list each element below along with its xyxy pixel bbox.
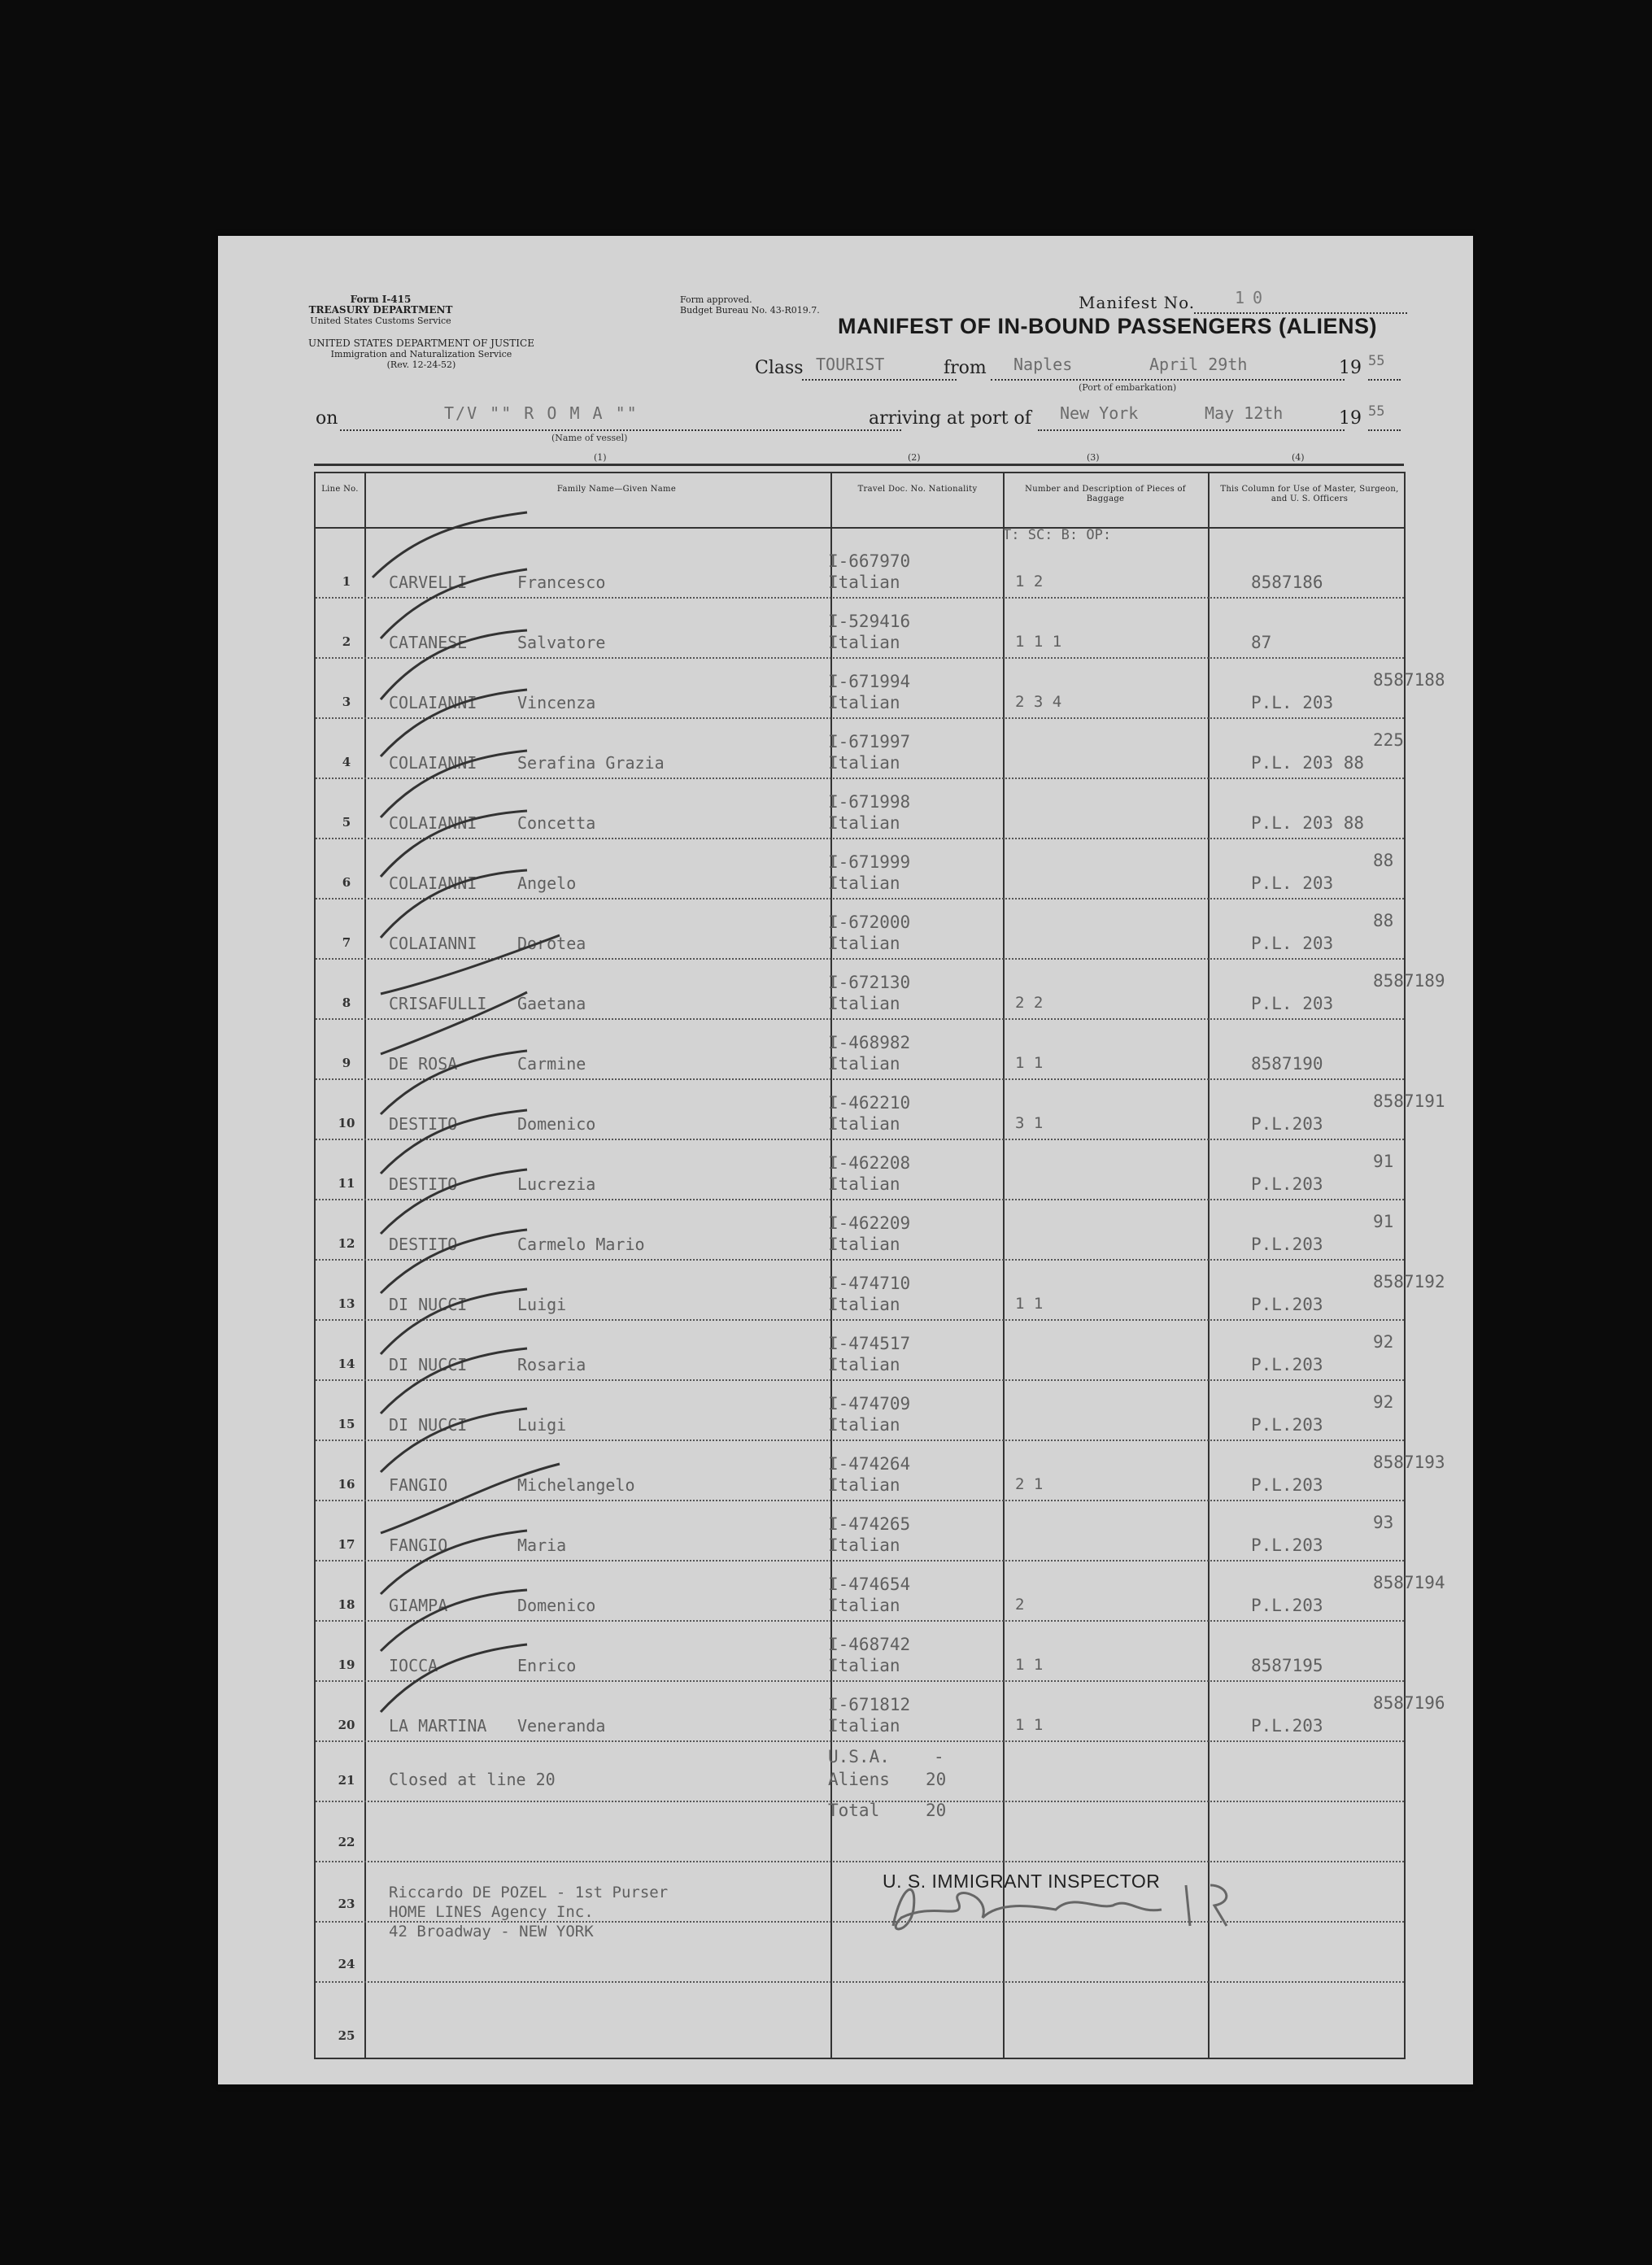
line-number: 18 [338,1597,355,1612]
inspector-label: U. S. IMMIGRANT INSPECTOR [883,1871,1161,1892]
given-name: Maria [517,1535,567,1555]
officer-note-bottom: P.L.203 [1251,1355,1323,1374]
officer-note-bottom: P.L. 203 [1251,873,1334,893]
officer-note-top: 8587193 [1373,1453,1445,1472]
travel-doc-no: I-462208 [828,1153,911,1173]
purser-address: 42 Broadway - NEW YORK [389,1923,594,1940]
officer-note-top: 8587196 [1373,1693,1445,1713]
header-name: Family Name—Given Name [556,485,677,494]
line-number: 23 [338,1897,355,1911]
class-line [802,379,957,381]
baggage-count: 1 1 [1015,1295,1044,1313]
arriving-port: New York [1060,403,1139,423]
nationality: Italian [828,813,900,833]
given-name: Carmine [517,1054,586,1074]
given-name: Enrico [517,1656,577,1675]
ins-title: Immigration and Naturalization Service [330,349,512,359]
nationality: Italian [828,1295,900,1314]
year-value-2: 55 [1368,403,1385,420]
family-name: FANGIO [389,1475,448,1495]
family-name: DI NUCCI [389,1415,468,1435]
officer-note-top: 8587189 [1373,971,1445,991]
given-name: Gaetana [517,994,586,1013]
officer-note-bottom: P.L.203 [1251,1596,1323,1615]
officer-note-top: 92 [1373,1392,1394,1412]
officer-note-bottom: P.L.203 [1251,1535,1323,1555]
total-label: Total [828,1801,880,1820]
family-name: DESTITO [389,1235,458,1254]
line-number: 4 [342,755,351,769]
line-number: 13 [338,1296,355,1311]
aliens-value: 20 [926,1770,947,1789]
officer-note-bottom: P.L. 203 88 [1251,813,1365,833]
nationality: Italian [828,573,900,592]
line-number: 22 [338,1835,355,1849]
aliens-label: Aliens [828,1770,890,1789]
officer-note-bottom: 87 [1251,633,1272,652]
officer-note-top: 92 [1373,1332,1394,1352]
family-name: COLAIANNI [389,753,477,773]
family-name: DI NUCCI [389,1355,468,1374]
given-name: Domenico [517,1114,596,1134]
travel-doc-no: I-671998 [828,792,911,812]
line-number: 21 [338,1773,355,1788]
arriving-date: May 12th [1205,403,1284,423]
revision: (Rev. 12-24-52) [386,359,456,370]
baggage-count: 1 1 1 [1015,633,1062,651]
line-number: 15 [338,1417,355,1431]
line-number: 20 [338,1718,355,1732]
given-name: Michelangelo [517,1475,635,1495]
officer-note-top: 8587191 [1373,1091,1445,1111]
usa-value: - [934,1747,944,1766]
treasury-dept: TREASURY DEPARTMENT [308,304,453,316]
line-number: 16 [338,1477,355,1492]
from-date: April 29th [1149,355,1248,374]
approval-line: Form approved. [680,294,752,305]
travel-doc-no: I-462210 [828,1093,911,1113]
nationality: Italian [828,1535,900,1555]
manifest-no-label: Manifest No. [1079,293,1196,312]
given-name: Vincenza [517,693,596,712]
baggage-count: 1 1 [1015,1716,1044,1734]
travel-doc-no: I-667970 [828,551,911,571]
family-name: COLAIANNI [389,873,477,893]
col-num-1: (1) [594,452,607,463]
from-label: from [944,358,987,378]
line-number: 9 [342,1056,351,1070]
officer-note-bottom: P.L.203 [1251,1295,1323,1314]
line-number: 19 [338,1657,355,1672]
family-name: LA MARTINA [389,1716,487,1736]
given-name: Salvatore [517,633,606,652]
from-line [991,379,1345,381]
travel-doc-no: I-529416 [828,612,911,631]
line-number: 10 [338,1116,355,1130]
given-name: Luigi [517,1295,567,1314]
given-name: Concetta [517,813,596,833]
nationality: Italian [828,1355,900,1374]
given-name: Carmelo Mario [517,1235,645,1254]
family-name: COLAIANNI [389,934,477,953]
line-number: 1 [342,574,351,589]
officer-note-bottom: P.L.203 [1251,1235,1323,1254]
travel-doc-no: I-474264 [828,1454,911,1474]
nationality: Italian [828,994,900,1013]
family-name: DE ROSA [389,1054,458,1074]
from-port: Naples [1013,355,1073,374]
nationality: Italian [828,1114,900,1134]
travel-doc-no: I-671812 [828,1695,911,1714]
line-number: 6 [342,875,351,890]
given-name: Dorotea [517,934,586,953]
doj-title: UNITED STATES DEPARTMENT OF JUSTICE [308,338,534,349]
family-name: CATANESE [389,633,468,652]
travel-doc-no: I-474710 [828,1274,911,1293]
col-num-4: (4) [1292,452,1305,463]
officer-note-bottom: P.L.203 [1251,1475,1323,1495]
given-name: Francesco [517,573,606,592]
port-caption: (Port of embarkation) [1079,382,1177,393]
family-name: COLAIANNI [389,693,477,712]
officer-note-bottom: P.L. 203 [1251,994,1334,1013]
year-line-2 [1368,429,1401,431]
header-doc: Travel Doc. No. Nationality [857,485,978,494]
table-row-21 [316,1740,1404,1802]
nationality: Italian [828,633,900,652]
nationality: Italian [828,1235,900,1254]
manifest-page [218,236,1473,2084]
closed-note: Closed at line 20 [389,1770,556,1789]
purser-agency: HOME LINES Agency Inc. [389,1903,594,1921]
nationality: Italian [828,693,900,712]
nationality: Italian [828,1596,900,1615]
given-name: Rosaria [517,1355,586,1374]
baggage-count: 2 1 [1015,1475,1044,1493]
line-number: 12 [338,1236,355,1251]
line-number: 8 [342,995,351,1010]
vessel-caption: (Name of vessel) [551,433,628,443]
nationality: Italian [828,934,900,953]
doj-block [303,338,539,370]
baggage-codes: T: SC: B: OP: [1003,527,1112,543]
officer-note-bottom: P.L. 203 [1251,934,1334,953]
travel-doc-no: I-474654 [828,1575,911,1594]
line-number: 3 [342,695,351,709]
family-name: FANGIO [389,1535,448,1555]
family-name: CARVELLI [389,573,468,592]
baggage-count: 1 2 [1015,573,1044,590]
year-prefix: 19 [1339,358,1362,378]
line-number: 11 [338,1176,355,1191]
officer-note-top: 8587194 [1373,1573,1445,1592]
officer-note-top: 88 [1373,911,1394,930]
page-title: MANIFEST OF IN-BOUND PASSENGERS (ALIENS) [838,314,1378,338]
line-number: 24 [338,1957,355,1971]
header-line-no: Line No. [321,485,359,494]
family-name: DESTITO [389,1174,458,1194]
col-num-2: (2) [908,452,921,463]
family-name: COLAIANNI [389,813,477,833]
family-name: CRISAFULLI [389,994,487,1013]
check-marks [364,504,576,1724]
given-name: Veneranda [517,1716,606,1736]
header-baggage: Number and Description of Pieces of Baggage [1025,485,1186,503]
family-name: IOCCA [389,1656,438,1675]
usa-label: U.S.A. [828,1747,890,1766]
officer-note-top: 93 [1373,1513,1394,1532]
line-number: 5 [342,815,351,830]
baggage-count: 3 1 [1015,1114,1044,1132]
baggage-count: 2 [1015,1596,1025,1614]
baggage-count: 1 1 [1015,1656,1044,1674]
header-officers: This Column for Use of Master, Surgeon, and U. S. Officers [1220,485,1399,503]
baggage-count: 1 1 [1015,1054,1044,1072]
on-label: on [316,408,338,429]
officer-note-bottom: P.L. 203 88 [1251,753,1365,773]
nationality: Italian [828,1054,900,1074]
line-number: 25 [338,2028,355,2043]
travel-doc-no: I-474517 [828,1334,911,1353]
vessel-line [340,429,901,431]
manifest-no-value: 10 [1235,288,1271,307]
vessel-name: T/V "" R O M A "" [444,403,639,423]
line-number: 17 [338,1537,355,1552]
officer-note-bottom: 8587195 [1251,1656,1323,1675]
customs-service: United States Customs Service [310,316,451,326]
family-name: DI NUCCI [389,1295,468,1314]
purser-name: Riccardo DE POZEL - 1st Purser [389,1884,669,1901]
officer-note-bottom: P.L.203 [1251,1114,1323,1134]
line-number: 2 [342,634,351,649]
officer-note-bottom: 8587186 [1251,573,1323,592]
arriving-label: arriving at port of [869,408,1031,429]
nationality: Italian [828,1656,900,1675]
budget-bureau: Budget Bureau No. 43-R019.7. [680,305,820,316]
family-name: GIAMPA [389,1596,448,1615]
officer-note-top: 225 [1373,730,1404,750]
header-rule [314,464,1404,466]
form-number: Form I-415 [350,294,412,305]
travel-doc-no: I-672000 [828,913,911,932]
officer-note-bottom: P.L.203 [1251,1716,1323,1736]
officer-note-bottom: P.L.203 [1251,1415,1323,1435]
nationality: Italian [828,753,900,773]
travel-doc-no: I-672130 [828,973,911,992]
officer-note-top: 8587188 [1373,670,1445,690]
table-row-22 [316,1801,1404,1862]
travel-doc-no: I-671999 [828,852,911,872]
nationality: Italian [828,1716,900,1736]
nationality: Italian [828,1174,900,1194]
table-row-25 [316,1981,1404,2041]
class-label: Class [755,358,804,378]
arriving-line [1038,429,1345,431]
officer-note-bottom: P.L. 203 [1251,693,1334,712]
total-value: 20 [926,1801,947,1820]
travel-doc-no: I-671997 [828,732,911,751]
travel-doc-no: I-474709 [828,1394,911,1413]
nationality: Italian [828,1475,900,1495]
year-value: 55 [1368,353,1385,369]
line-number: 14 [338,1357,355,1371]
given-name: Lucrezia [517,1174,596,1194]
travel-doc-no: I-462209 [828,1213,911,1233]
year-line [1368,379,1401,381]
travel-doc-no: I-468982 [828,1033,911,1052]
officer-note-top: 91 [1373,1212,1394,1231]
officer-note-bottom: 8587190 [1251,1054,1323,1074]
baggage-count: 2 3 4 [1015,693,1062,711]
form-block [271,294,490,326]
officer-note-bottom: P.L.203 [1251,1174,1323,1194]
nationality: Italian [828,1415,900,1435]
baggage-count: 2 2 [1015,994,1044,1012]
family-name: DESTITO [389,1114,458,1134]
given-name: Luigi [517,1415,567,1435]
travel-doc-no: I-468742 [828,1635,911,1654]
given-name: Angelo [517,873,577,893]
year-prefix-2: 19 [1339,408,1362,429]
given-name: Domenico [517,1596,596,1615]
col-num-3: (3) [1087,452,1100,463]
travel-doc-no: I-474265 [828,1514,911,1534]
class-value: TOURIST [816,355,885,374]
nationality: Italian [828,873,900,893]
officer-note-top: 8587192 [1373,1272,1445,1291]
line-number: 7 [342,935,351,950]
officer-note-top: 91 [1373,1152,1394,1171]
approval-block [680,294,820,316]
travel-doc-no: I-671994 [828,672,911,691]
officer-note-top: 88 [1373,851,1394,870]
given-name: Serafina Grazia [517,753,665,773]
